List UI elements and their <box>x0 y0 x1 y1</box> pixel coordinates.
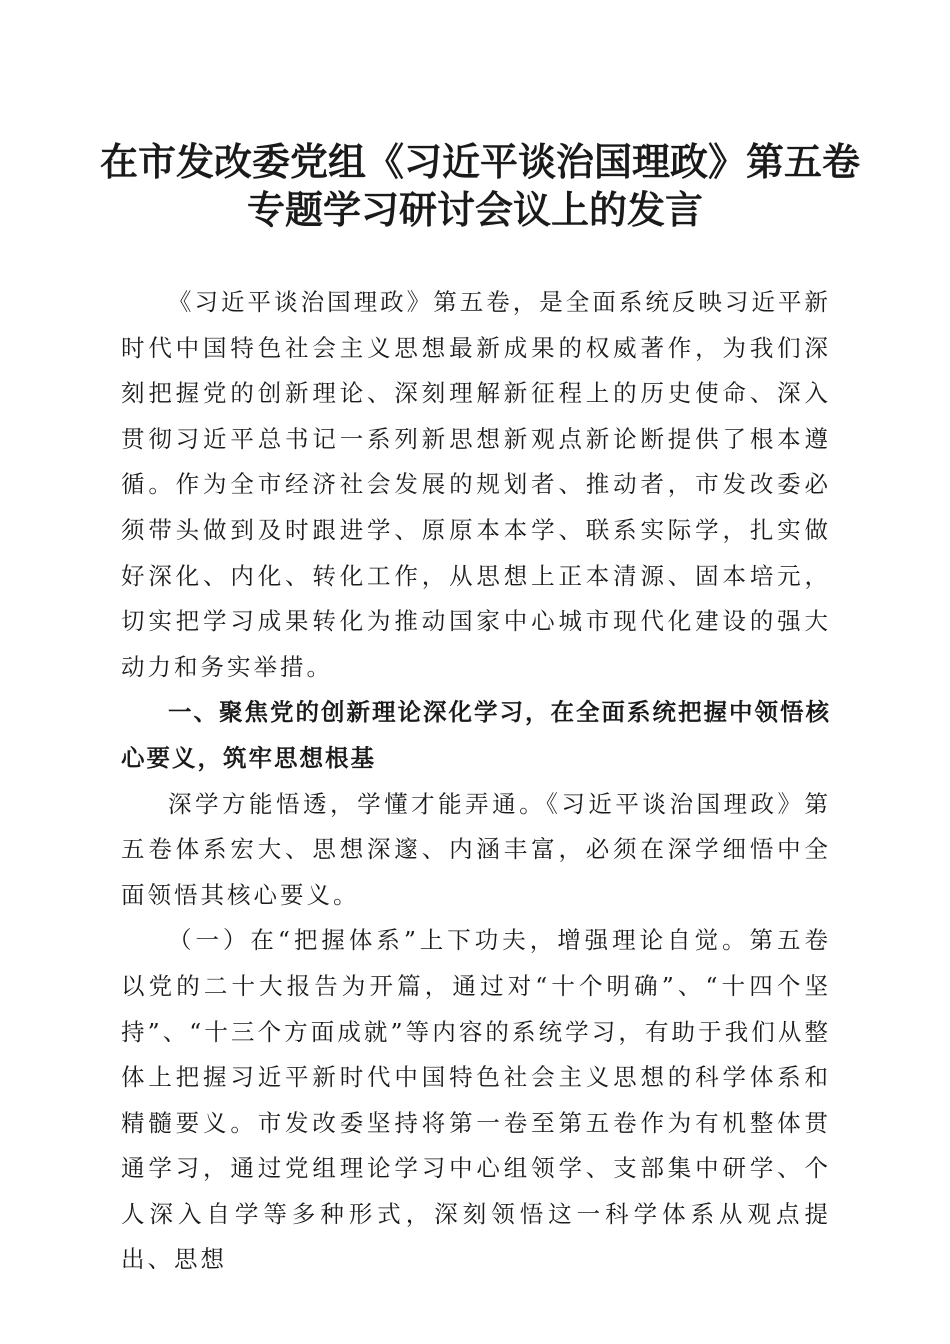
intro-paragraph: 《习近平谈治国理政》第五卷，是全面系统反映习近平新时代中国特色社会主义思想最新成果的权威著作，为我们深刻把握党的创新理论、深刻理解新征程上的历史使命、深入贯彻习近平总书记一系列新思想新观点新论断提供了根本遵循。作为全市经济社会发展的规划者、推动者，市发改委必须带头做到及时跟进学、原原本本学、联系实际学，扎实做好深化、内化、转化工作，从思想上正本清源、固本培元，切实把学习成果转化为推动国家中心城市现代化建设的强大动力和务实举措。 <box>121 288 831 681</box>
document-body <box>121 280 831 1283</box>
subsection-1-paragraph: （一）在“把握体系”上下功夫，增强理论自觉。第五卷以党的二十大报告为开篇，通过对“十个明确”、“十四个坚持”、“十三个方面成就”等内容的系统学习，有助于我们从整体上把握习近平新时代中国特色社会主义思想的科学体系和精髓要义。市发改委坚持将第一卷至第五卷作为有机整体贯通学习，通过党组理论学习中心组领学、支部集中研学、个人深入自学等多种形式，深刻领悟这一科学体系从观点提出、思想 <box>121 926 831 1274</box>
document-title-line-2: 专题学习研讨会议上的发言 <box>246 187 703 232</box>
section-heading-1: 一、聚焦党的创新理论深化学习，在全面系统把握中领悟核心要义，筑牢思想根基 <box>121 698 831 772</box>
document-title-line-1: 在市发改委党组《习近平谈治国理政》第五卷 <box>100 139 861 184</box>
section-1-paragraph: 深学方能悟透，学懂才能弄通。《习近平谈治国理政》第五卷体系宏大、思想深邃、内涵丰富，必须在深学细悟中全面领悟其核心要义。 <box>121 789 831 909</box>
